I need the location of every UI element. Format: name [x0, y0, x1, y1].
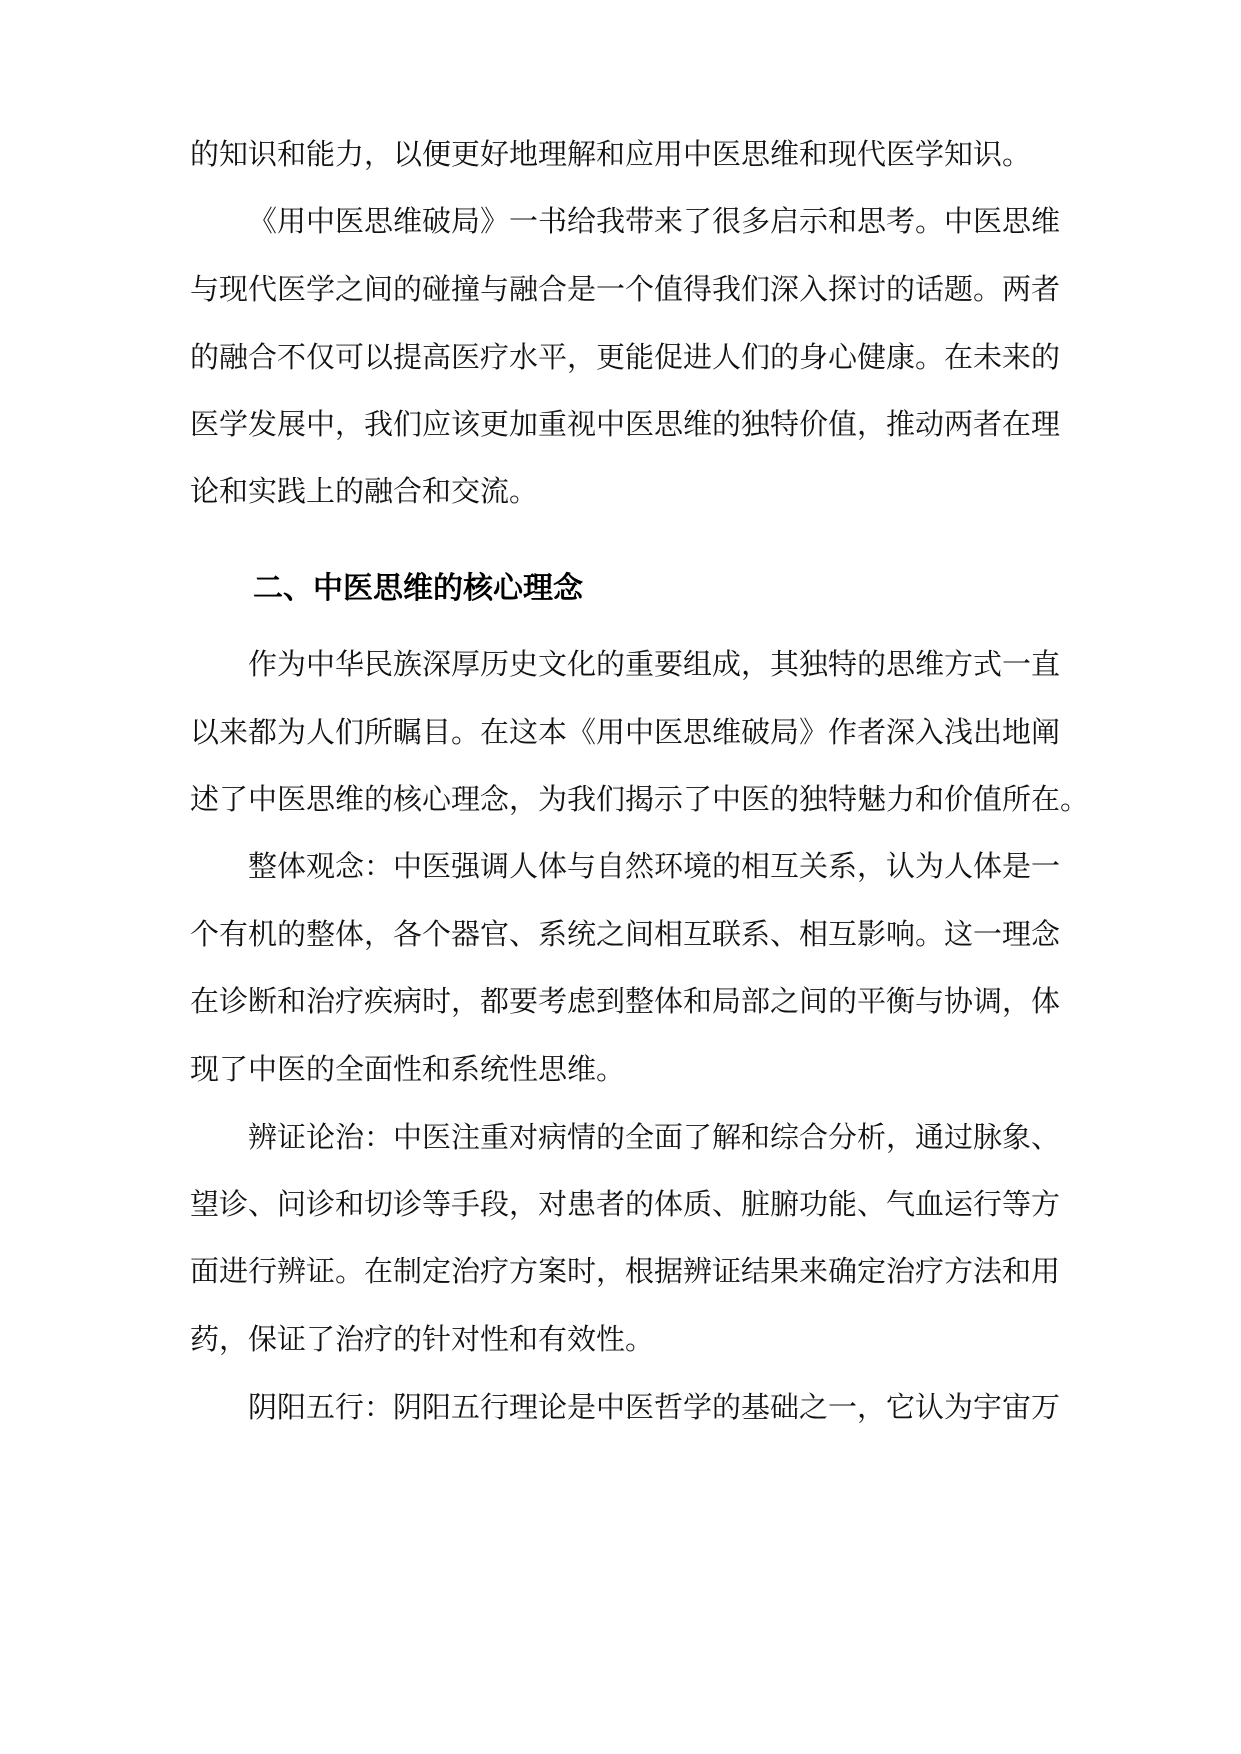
paragraph-line: 以来都为人们所瞩目。在这本《用中医思维破局》作者深入浅出地阐 [190, 715, 1061, 749]
paragraph-line: 的知识和能力，以便更好地理解和应用中医思维和现代医学知识。 [190, 137, 1032, 171]
section-heading: 二、中医思维的核心理念 [253, 571, 583, 606]
paragraph-line: 面进行辨证。在制定治疗方案时，根据辨证结果来确定治疗方法和用 [190, 1254, 1061, 1288]
paragraph-line: 《用中医思维破局》一书给我带来了很多启示和思考。中医思维 [248, 204, 1061, 238]
paragraph-line: 辨证论治：中医注重对病情的全面了解和综合分析，通过脉象、 [248, 1120, 1061, 1154]
paragraph-line: 与现代医学之间的碰撞与融合是一个值得我们深入探讨的话题。两者 [190, 272, 1061, 306]
paragraph-line: 药，保证了治疗的针对性和有效性。 [190, 1322, 655, 1356]
paragraph-line: 在诊断和治疗疾病时，都要考虑到整体和局部之间的平衡与协调，体 [190, 984, 1061, 1018]
paragraph-line: 述了中医思维的核心理念，为我们揭示了中医的独特魅力和价值所在。 [190, 782, 1090, 816]
paragraph-line: 阴阳五行：阴阳五行理论是中医哲学的基础之一，它认为宇宙万 [248, 1390, 1061, 1424]
paragraph-line: 整体观念：中医强调人体与自然环境的相互关系，认为人体是一 [248, 849, 1061, 883]
paragraph-line: 的融合不仅可以提高医疗水平，更能促进人们的身心健康。在未来的 [190, 340, 1061, 374]
paragraph-line: 个有机的整体，各个器官、系统之间相互联系、相互影响。这一理念 [190, 917, 1061, 951]
paragraph-line: 医学发展中，我们应该更加重视中医思维的独特价值，推动两者在理 [190, 407, 1061, 441]
paragraph-line: 论和实践上的融合和交流。 [190, 474, 539, 508]
paragraph-line: 现了中医的全面性和系统性思维。 [190, 1052, 626, 1086]
paragraph-line: 望诊、问诊和切诊等手段，对患者的体质、脏腑功能、气血运行等方 [190, 1187, 1061, 1221]
paragraph-line: 作为中华民族深厚历史文化的重要组成，其独特的思维方式一直 [248, 647, 1061, 681]
